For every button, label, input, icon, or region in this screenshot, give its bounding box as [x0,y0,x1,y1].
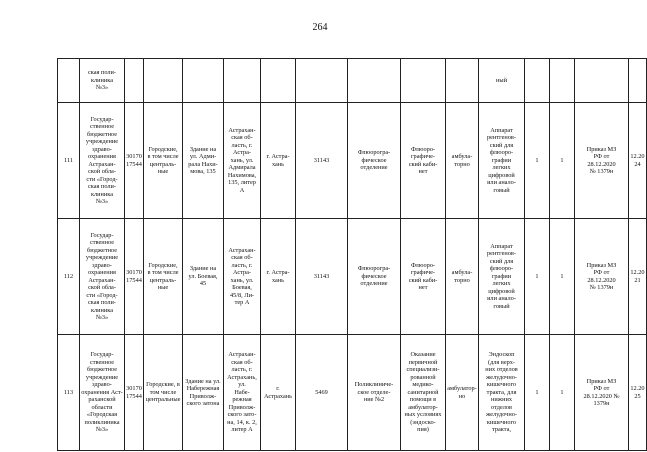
department: Флюорогра- фическое отделение [348,219,401,335]
department: Поликлиниче- ское отделе- ние №2 [348,335,401,451]
row-number: 112 [58,219,80,335]
care-conditions: амбулатор- но [446,335,479,451]
order-reference [575,59,629,103]
settlement-type [144,59,183,103]
care-conditions: амбула- торно [446,103,479,219]
table-row [58,219,647,335]
quantity-required: 1 [525,103,550,219]
quantity-planned: 1 [550,335,575,451]
building-address: Здание на ул. Набережная Приволж- ского затона [183,335,224,451]
building-address [183,59,224,103]
care-conditions: амбула- торно [446,219,479,335]
equipment-name: Эндоскоп (для верх- них отделов желудочно- кишечного тракта, для нижних отделов желудочно- кишечного тракта, [479,335,525,451]
room: Флюоро- графиче- ский каби- нет [401,103,446,219]
quantity-required [525,59,550,103]
settlement-type: Городские, в том числе центральные [144,335,183,451]
city: г. Астра- хань [261,219,296,335]
row-number [58,59,80,103]
organization-name: Государ- ственное бюджетное учреждение здраво- охранения Астрахан- ской обла- сти «Город- ская поли- клиника №3» [80,219,125,335]
order-reference: Приказ МЗ РФ от 28.12.2020 № 1379н [575,335,629,451]
deadline [629,59,647,103]
row-number: 111 [58,103,80,219]
row-number: 113 [58,335,80,451]
equipment-name: Аппарат рентгенов- ский для флюоро- графии легких цифровой или анало- говый [479,219,525,335]
order-reference: Приказ МЗ РФ от 28.12.2020 № 1379н [575,103,629,219]
oktmo-code: 31143 [296,219,348,335]
organization-code: 30170 17544 [125,219,144,335]
organization-name: Государ- ственное бюджетное учреждение здраво- охранения Аст- раханской области «Городская поликлиника №3» [80,335,125,451]
organization-name: Государ- ственное бюджетное учреждение здраво- охранения Астрахан- ской обла- сти «Город- ская поли- клиника №3» [80,103,125,219]
building-address: Здание на ул. Адми- рала Нахи- мова, 135 [183,103,224,219]
quantity-required: 1 [525,219,550,335]
quantity-planned: 1 [550,219,575,335]
organization-code: 30170 17544 [125,335,144,451]
full-address [224,59,261,103]
building-address: Здание на ул. Боевая, 45 [183,219,224,335]
page-number: 264 [312,22,328,33]
department [348,59,401,103]
organization-code: 30170 17544 [125,103,144,219]
deadline: 12.2024 [629,103,647,219]
oktmo-code: 31143 [296,103,348,219]
city [261,59,296,103]
equipment-name: Аппарат рентгенов- ский для флюоро- графии легких цифровой или анало- говый [479,103,525,219]
quantity-planned: 1 [550,103,575,219]
full-address: Астрахан- ская об- ласть, г. Астра- хань, ул. Боевая, 45/8, Ли- тер А [224,219,261,335]
full-address: Астрахан- ская об- ласть, г. Астрахань, ул. Набе- режная Приволж- ского зато- на, 14, к. 2, литер А [224,335,261,451]
settlement-type: Городские, в том числе централь- ные [144,219,183,335]
quantity-planned [550,59,575,103]
city: г. Астра- хань [261,103,296,219]
room [401,59,446,103]
deadline: 12.2021 [629,219,647,335]
city: г. Астрахань [261,335,296,451]
table-row [58,103,647,219]
equipment-register-table [57,58,647,451]
settlement-type: Городские, в том числе централь- ные [144,103,183,219]
room: Оказание первичной специализи- рованной медико- санитарной помощи в амбулатор- ных условиях (эндоско- пия) [401,335,446,451]
equipment-name: ный [479,59,525,103]
full-address: Астрахан- ская об- ласть, г. Астра- хань, ул. Адмирала Нахимова, 135, литер А [224,103,261,219]
oktmo-code: 5469 [296,335,348,451]
oktmo-code [296,59,348,103]
organization-name: ская поли- клиника №3» [80,59,125,103]
room: Флюоро- графиче- ский каби- нет [401,219,446,335]
order-reference: Приказ МЗ РФ от 28.12.2020 № 1379н [575,219,629,335]
table-row [58,59,647,103]
quantity-required: 1 [525,335,550,451]
organization-code [125,59,144,103]
deadline: 12.2025 [629,335,647,451]
department: Флюорогра- фическое отделение [348,103,401,219]
care-conditions [446,59,479,103]
table-row [58,335,647,451]
